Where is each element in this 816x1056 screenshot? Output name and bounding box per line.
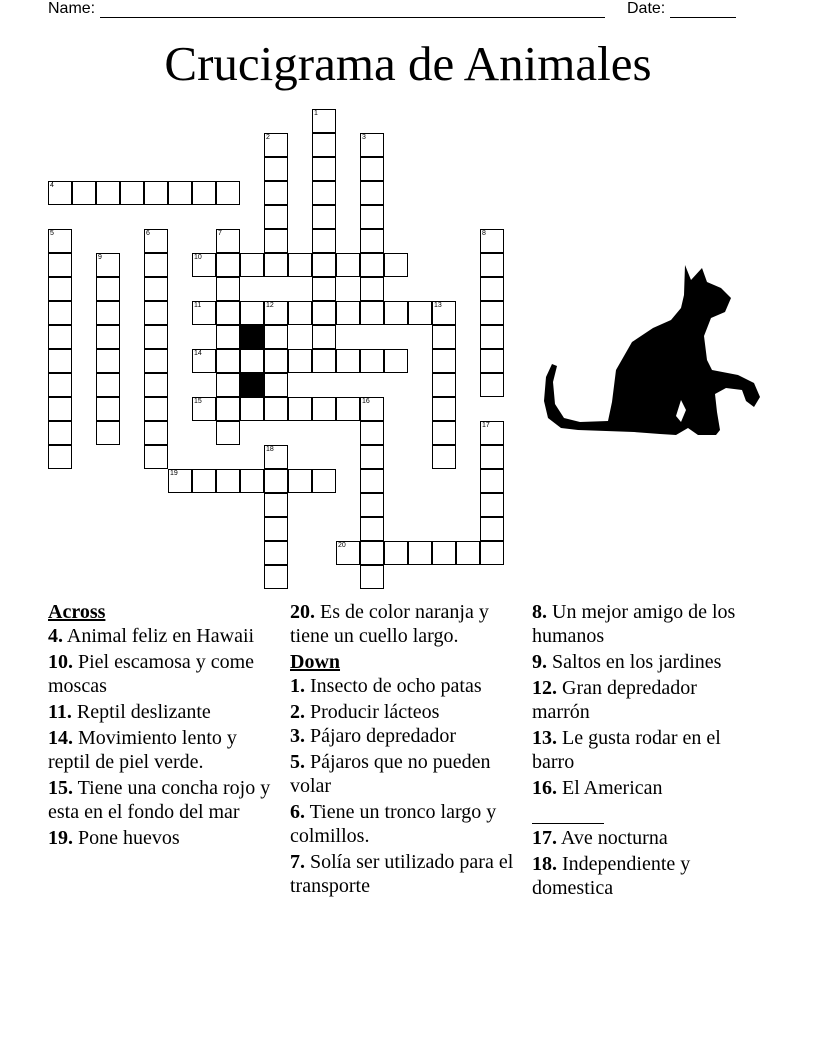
grid-cell[interactable] — [216, 301, 240, 325]
cat-silhouette-icon — [540, 262, 762, 438]
clue-number: 14 — [194, 350, 202, 357]
page-title: Crucigrama de Animales — [164, 36, 652, 91]
grid-cell[interactable] — [336, 253, 360, 277]
clue-down-5: 5. Pájaros que no pueden volar — [290, 751, 491, 797]
grid-cell[interactable] — [168, 469, 192, 493]
grid-cell[interactable] — [288, 253, 312, 277]
clue-number: 12 — [266, 302, 274, 309]
grid-cell[interactable] — [480, 493, 504, 517]
clue-number: 19 — [170, 470, 178, 477]
grid-cell[interactable] — [264, 397, 288, 421]
grid-cell[interactable] — [360, 493, 384, 517]
grid-cell[interactable] — [480, 373, 504, 397]
grid-cell[interactable] — [312, 133, 336, 157]
grid-cell[interactable] — [264, 445, 288, 469]
clue-across-10: 10. Piel escamosa y come moscas — [48, 651, 255, 697]
grid-cell[interactable] — [336, 301, 360, 325]
grid-cell[interactable] — [192, 349, 216, 373]
grid-cell[interactable] — [360, 517, 384, 541]
grid-cell[interactable] — [48, 421, 72, 445]
grid-cell[interactable] — [312, 301, 336, 325]
grid-cell[interactable] — [264, 157, 288, 181]
clue-down-3: 3. Pájaro depredador — [290, 725, 457, 747]
grid-cell[interactable] — [48, 253, 72, 277]
grid-cell[interactable] — [264, 229, 288, 253]
clue-number: 6 — [146, 230, 150, 237]
grid-cell[interactable] — [360, 445, 384, 469]
clue-across-19: 19. Pone huevos — [48, 827, 180, 849]
clue-number: 11 — [194, 302, 202, 309]
grid-cell[interactable] — [360, 565, 384, 589]
grid-cell[interactable] — [144, 373, 168, 397]
grid-cell[interactable] — [48, 277, 72, 301]
grid-cell[interactable] — [264, 565, 288, 589]
grid-cell[interactable] — [336, 541, 360, 565]
grid-cell[interactable] — [480, 277, 504, 301]
grid-cell[interactable] — [360, 157, 384, 181]
grid-cell[interactable] — [48, 301, 72, 325]
grid-cell[interactable] — [480, 349, 504, 373]
grid-cell[interactable] — [360, 277, 384, 301]
grid-cell[interactable] — [264, 253, 288, 277]
date-label: Date: — [627, 0, 666, 17]
grid-cell[interactable] — [432, 445, 456, 469]
grid-cell[interactable] — [456, 541, 480, 565]
grid-cell[interactable] — [192, 181, 216, 205]
clue-number: 18 — [266, 446, 274, 453]
clue-number: 16 — [362, 398, 370, 405]
clue-across-15: 15. Tiene una concha rojo y esta en el fondo del mar — [48, 777, 271, 823]
grid-cell[interactable] — [192, 301, 216, 325]
grid-cell[interactable] — [432, 373, 456, 397]
grid-block — [240, 373, 264, 397]
grid-cell[interactable] — [48, 229, 72, 253]
grid-cell[interactable] — [144, 181, 168, 205]
grid-cell[interactable] — [168, 181, 192, 205]
grid-cell[interactable] — [48, 181, 72, 205]
grid-cell[interactable] — [96, 397, 120, 421]
grid-cell[interactable] — [312, 349, 336, 373]
clue-across-11: 11. Reptil deslizante — [48, 701, 211, 723]
clue-down-1: 1. Insecto de ocho patas — [290, 675, 482, 697]
grid-cell[interactable] — [96, 301, 120, 325]
down-heading: Down — [290, 651, 341, 673]
grid-cell[interactable] — [216, 253, 240, 277]
grid-cell[interactable] — [264, 349, 288, 373]
grid-cell[interactable] — [384, 541, 408, 565]
blank-line — [532, 803, 604, 824]
grid-cell[interactable] — [312, 277, 336, 301]
grid-cell[interactable] — [360, 229, 384, 253]
grid-cell[interactable] — [144, 397, 168, 421]
grid-cell[interactable] — [216, 229, 240, 253]
grid-cell[interactable] — [120, 181, 144, 205]
clue-down-6: 6. Tiene un tronco largo y colmillos. — [290, 801, 497, 847]
grid-cell[interactable] — [96, 373, 120, 397]
clue-number: 10 — [194, 254, 202, 261]
grid-cell[interactable] — [264, 517, 288, 541]
grid-cell[interactable] — [384, 253, 408, 277]
grid-cell[interactable] — [96, 277, 120, 301]
clue-number: 2 — [266, 134, 270, 141]
grid-cell[interactable] — [312, 181, 336, 205]
clue-number: 7 — [218, 230, 222, 237]
grid-cell[interactable] — [312, 229, 336, 253]
grid-cell[interactable] — [48, 349, 72, 373]
clue-down-12: 12. Gran depredador marrón — [532, 677, 697, 723]
grid-cell[interactable] — [144, 253, 168, 277]
grid-cell[interactable] — [48, 325, 72, 349]
clue-number: 3 — [362, 134, 366, 141]
grid-cell[interactable] — [144, 445, 168, 469]
grid-cell[interactable] — [192, 469, 216, 493]
grid-cell[interactable] — [144, 301, 168, 325]
grid-cell[interactable] — [432, 541, 456, 565]
grid-cell[interactable] — [240, 397, 264, 421]
clue-number: 13 — [434, 302, 442, 309]
grid-cell[interactable] — [216, 181, 240, 205]
grid-cell[interactable] — [384, 349, 408, 373]
grid-cell[interactable] — [72, 181, 96, 205]
grid-cell[interactable] — [264, 181, 288, 205]
grid-cell[interactable] — [360, 397, 384, 421]
grid-cell[interactable] — [216, 397, 240, 421]
grid-cell[interactable] — [312, 205, 336, 229]
grid-cell[interactable] — [408, 301, 432, 325]
grid-cell[interactable] — [240, 253, 264, 277]
clue-down-13: 13. Le gusta rodar en el barro — [532, 727, 721, 773]
grid-cell[interactable] — [360, 133, 384, 157]
grid-cell[interactable] — [384, 301, 408, 325]
grid-cell[interactable] — [480, 325, 504, 349]
grid-cell[interactable] — [360, 469, 384, 493]
name-label: Name: — [48, 0, 96, 17]
grid-cell[interactable] — [264, 325, 288, 349]
grid-cell[interactable] — [216, 469, 240, 493]
grid-cell[interactable] — [216, 421, 240, 445]
grid-cell[interactable] — [96, 325, 120, 349]
grid-cell[interactable] — [312, 469, 336, 493]
grid-cell[interactable] — [360, 421, 384, 445]
across-heading: Across — [48, 601, 106, 623]
grid-cell[interactable] — [408, 541, 432, 565]
grid-cell[interactable] — [48, 397, 72, 421]
clue-down-9: 9. Saltos en los jardines — [532, 651, 722, 673]
clue-number: 4 — [50, 182, 54, 189]
clue-number: 17 — [482, 422, 490, 429]
grid-cell[interactable] — [264, 469, 288, 493]
grid-cell[interactable] — [96, 253, 120, 277]
grid-cell[interactable] — [192, 253, 216, 277]
grid-cell[interactable] — [240, 469, 264, 493]
grid-cell[interactable] — [480, 253, 504, 277]
grid-cell[interactable] — [288, 349, 312, 373]
grid-cell[interactable] — [144, 277, 168, 301]
grid-cell[interactable] — [144, 325, 168, 349]
clues-column-2 — [290, 600, 526, 900]
grid-cell[interactable] — [144, 421, 168, 445]
grid-cell[interactable] — [144, 349, 168, 373]
grid-cell[interactable] — [96, 181, 120, 205]
grid-cell[interactable] — [360, 301, 384, 325]
clue-across-20: 20. Es de color naranja y tiene un cuello largo. — [290, 601, 489, 647]
grid-cell[interactable] — [360, 253, 384, 277]
grid-cell[interactable] — [480, 421, 504, 445]
grid-cell[interactable] — [480, 301, 504, 325]
grid-block — [240, 325, 264, 349]
grid-cell[interactable] — [312, 157, 336, 181]
clue-number: 1 — [314, 110, 318, 117]
clue-number: 20 — [338, 542, 346, 549]
clue-across-14: 14. Movimiento lento y reptil de piel verde. — [48, 727, 237, 773]
grid-cell[interactable] — [264, 205, 288, 229]
grid-cell[interactable] — [312, 325, 336, 349]
grid-cell[interactable] — [264, 301, 288, 325]
clues-column-1 — [48, 600, 284, 852]
grid-cell[interactable] — [480, 541, 504, 565]
grid-cell[interactable] — [264, 493, 288, 517]
grid-cell[interactable] — [336, 349, 360, 373]
clue-down-18: 18. Independiente y domestica — [532, 853, 691, 899]
clues-column-3 — [532, 600, 742, 902]
clue-across-4: 4. Animal feliz en Hawaii — [48, 625, 255, 647]
grid-cell[interactable] — [216, 325, 240, 349]
clue-down-17: 17. Ave nocturna — [532, 827, 668, 849]
clue-number: 15 — [194, 398, 202, 405]
grid-cell[interactable] — [432, 301, 456, 325]
grid-cell[interactable] — [288, 469, 312, 493]
grid-cell[interactable] — [432, 325, 456, 349]
grid-cell[interactable] — [96, 421, 120, 445]
grid-cell[interactable] — [480, 517, 504, 541]
grid-cell[interactable] — [240, 349, 264, 373]
grid-cell[interactable] — [360, 349, 384, 373]
grid-cell[interactable] — [144, 229, 168, 253]
grid-cell[interactable] — [432, 349, 456, 373]
grid-cell[interactable] — [264, 133, 288, 157]
grid-cell[interactable] — [264, 541, 288, 565]
grid-cell[interactable] — [192, 397, 216, 421]
grid-cell[interactable] — [432, 421, 456, 445]
clue-number: 8 — [482, 230, 486, 237]
grid-cell[interactable] — [48, 373, 72, 397]
grid-cell[interactable] — [264, 373, 288, 397]
grid-cell[interactable] — [216, 373, 240, 397]
grid-cell[interactable] — [360, 181, 384, 205]
grid-cell[interactable] — [216, 349, 240, 373]
clue-down-2: 2. Producir lácteos — [290, 701, 440, 723]
clue-number: 5 — [50, 230, 54, 237]
grid-cell[interactable] — [360, 541, 384, 565]
clue-down-7: 7. Solía ser utilizado para el transporte — [290, 851, 514, 897]
grid-cell[interactable] — [48, 445, 72, 469]
clue-down-16: 16. El American — [532, 776, 742, 824]
grid-cell[interactable] — [240, 301, 264, 325]
grid-cell[interactable] — [480, 469, 504, 493]
grid-cell[interactable] — [288, 397, 312, 421]
grid-cell[interactable] — [480, 229, 504, 253]
grid-cell[interactable] — [360, 205, 384, 229]
grid-cell[interactable] — [336, 397, 360, 421]
grid-cell[interactable] — [216, 277, 240, 301]
grid-cell[interactable] — [432, 397, 456, 421]
clue-down-8: 8. Un mejor amigo de los humanos — [532, 601, 736, 647]
grid-cell[interactable] — [96, 349, 120, 373]
grid-cell[interactable] — [312, 253, 336, 277]
grid-cell[interactable] — [312, 109, 336, 133]
grid-cell[interactable] — [288, 301, 312, 325]
clue-number: 9 — [98, 254, 102, 261]
grid-cell[interactable] — [312, 397, 336, 421]
grid-cell[interactable] — [480, 445, 504, 469]
